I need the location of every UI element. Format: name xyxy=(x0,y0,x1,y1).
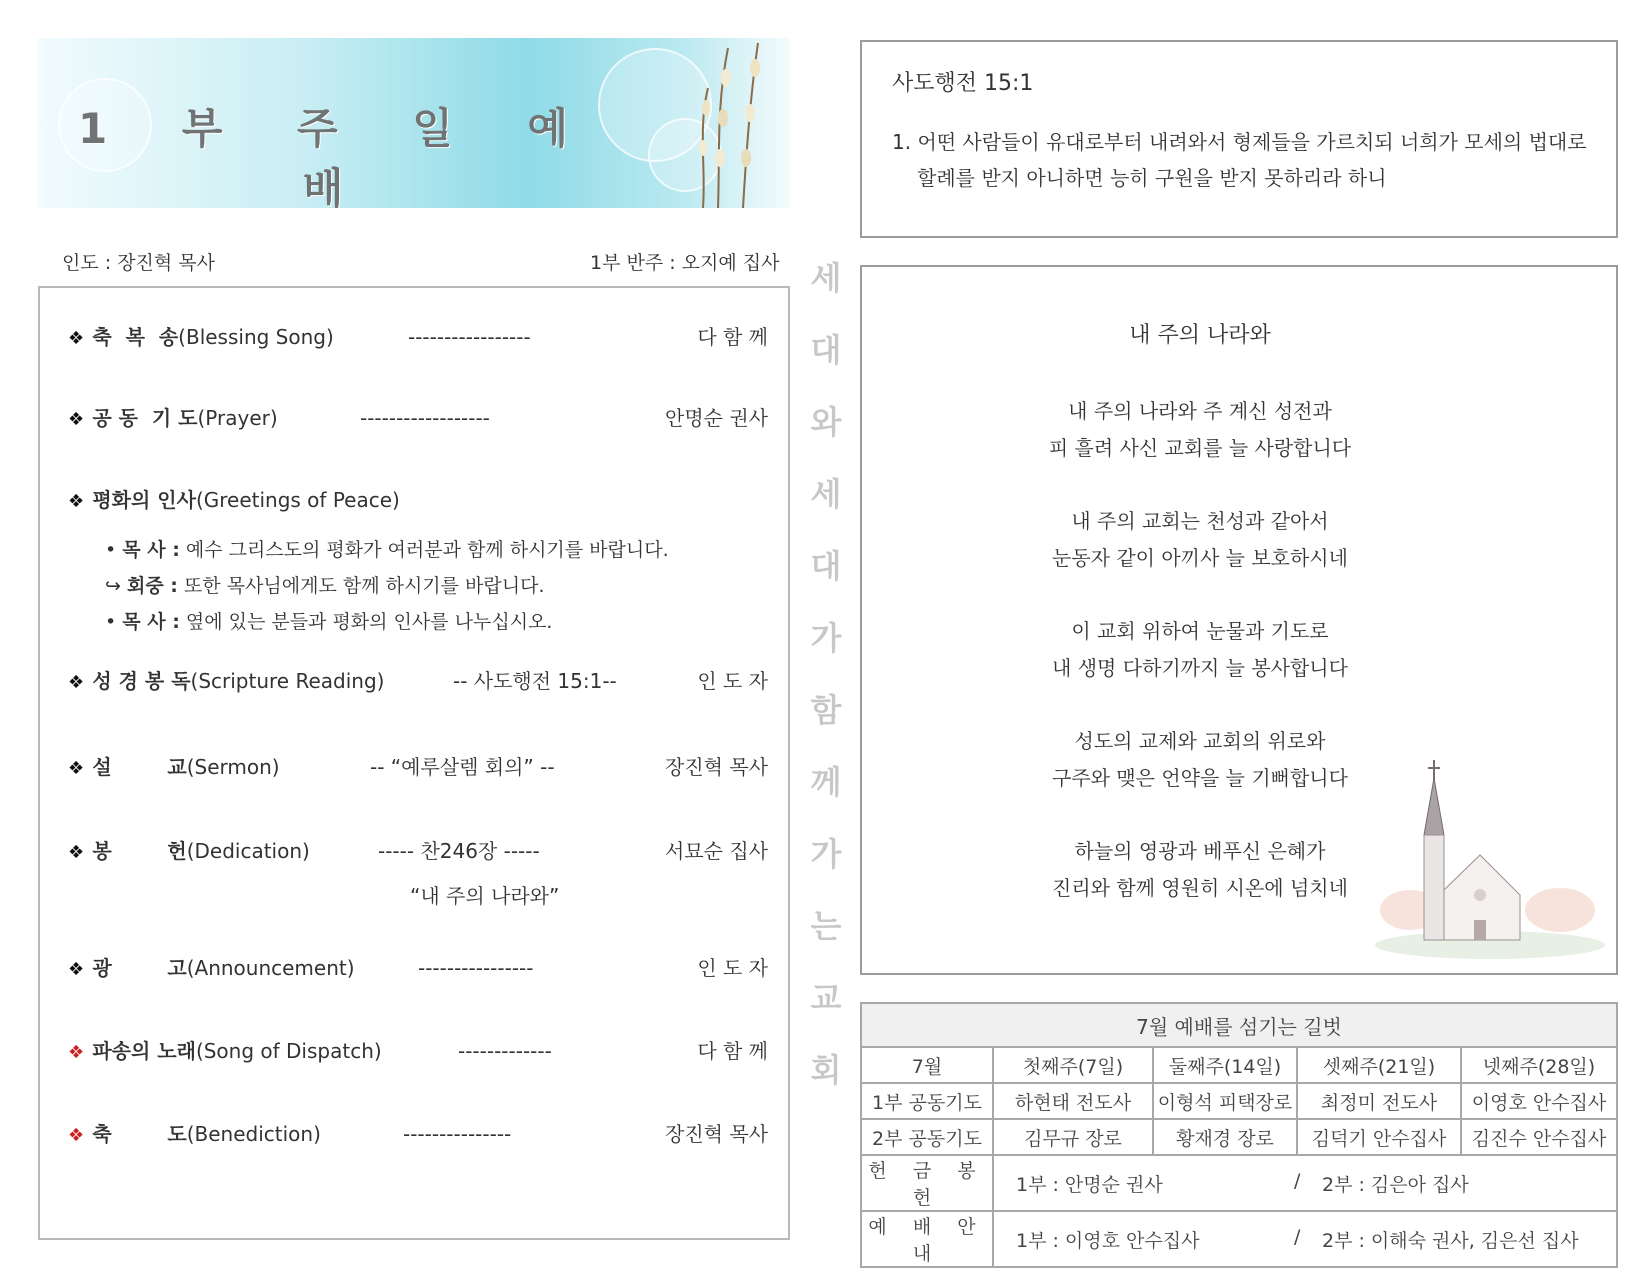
diamond-bullet-icon: ❖ xyxy=(68,1042,85,1063)
table-cell: 최정미 전도사 xyxy=(1297,1083,1461,1119)
table-row xyxy=(861,1083,1617,1119)
church-illustration xyxy=(1370,760,1610,960)
dedication-hymn: “내 주의 나라와” xyxy=(410,884,560,908)
table-header-cell: 첫째주(7일) xyxy=(993,1047,1153,1083)
title-banner xyxy=(38,38,790,208)
peace-line: • 목 사 : 옆에 있는 분들과 평화의 인사를 나누십시오. xyxy=(105,611,553,633)
diamond-bullet-icon: ❖ xyxy=(68,842,85,863)
peace-line: ↪ 회중 : 또한 목사님에게도 함께 하시기를 바랍니다. xyxy=(105,575,545,597)
table-header-row xyxy=(861,1047,1617,1083)
usher-cell: 1부 : 이영호 안수집사 / 2부 : 이해숙 권사, 김은선 집사 xyxy=(993,1211,1617,1267)
table-cell: 김덕기 안수집사 xyxy=(1297,1119,1461,1155)
table-cell: 1부 공동기도 xyxy=(861,1083,993,1119)
table-header-cell: 넷째주(28일) xyxy=(1461,1047,1617,1083)
hymn-line: 이 교회 위하여 눈물과 기도로 xyxy=(1071,619,1329,643)
order-item: ❖ 설 교(Sermon) -- “예루살렘 회의” -- 장진혁 목사 xyxy=(68,752,768,782)
diamond-bullet-icon: ❖ xyxy=(68,491,85,512)
table-cell: 예 배 안 내 xyxy=(861,1211,993,1267)
service-title: 1 부 주 일 예 배 xyxy=(77,104,598,208)
order-item: ❖ 축 도(Benediction) --------------- 장진혁 목사 xyxy=(68,1119,768,1149)
order-item: ❖ 파송의 노래(Song of Dispatch) ------------- 다 함 께 xyxy=(68,1036,768,1066)
table-cell: 김진수 안수집사 xyxy=(1461,1119,1617,1155)
leader-label: 인도 : 장진혁 목사 xyxy=(62,252,215,274)
table-row xyxy=(861,1119,1617,1155)
duty-table xyxy=(860,1002,1618,1268)
order-item: ❖ 평화의 인사(Greetings of Peace) xyxy=(68,485,768,515)
hymn-line: 진리와 함께 영원히 시온에 넘치네 xyxy=(1052,876,1348,900)
order-item: ❖ 축 복 송(Blessing Song) ----------------- 다 함 께 xyxy=(68,322,768,352)
hymn-line: 피 흘려 사신 교회를 늘 사랑합니다 xyxy=(1048,436,1352,460)
table-cell: 이형석 피택장로 xyxy=(1153,1083,1297,1119)
scripture-reference: 사도행전 15:1 xyxy=(892,71,1034,96)
order-item: ❖ 공 동 기 도(Prayer) ------------------ 안명순 권사 xyxy=(68,403,768,433)
diamond-bullet-icon: ❖ xyxy=(68,758,85,779)
order-item: ❖ 광 고(Announcement) ---------------- 인 도 자 xyxy=(68,953,768,983)
table-cell: 2부 공동기도 xyxy=(861,1119,993,1155)
table-cell: 헌 금 봉 헌 xyxy=(861,1155,993,1211)
diamond-bullet-icon: ❖ xyxy=(68,328,85,349)
hymn-title: 내 주의 나라와 xyxy=(1129,323,1271,348)
hymn-line: 눈동자 같이 아끼사 늘 보호하시네 xyxy=(1052,546,1348,570)
pussy-willow-illustration xyxy=(688,38,788,208)
peace-line: • 목 사 : 예수 그리스도의 평화가 여러분과 함께 하시기를 바랍니다. xyxy=(105,539,669,561)
hymn-line: 성도의 교제와 교회의 위로와 xyxy=(1074,729,1326,753)
accompanist-label: 1부 반주 : 오지예 집사 xyxy=(590,252,780,274)
table-cell: 김무규 장로 xyxy=(993,1119,1153,1155)
vertical-slogan: 세 대 와 세 대 가 함 께 가 는 교 회 xyxy=(810,259,842,1089)
scripture-line: 할례를 받지 아니하면 능히 구원을 받지 못하리라 하니 xyxy=(917,166,1387,190)
hymn-line: 내 주의 나라와 주 계신 성전과 xyxy=(1068,399,1332,423)
table-header-cell: 둘째주(14일) xyxy=(1153,1047,1297,1083)
hymn-line: 내 주의 교회는 천성과 같아서 xyxy=(1071,509,1329,533)
table-cell: 이영호 안수집사 xyxy=(1461,1083,1617,1119)
scripture-line: 1. 어떤 사람들이 유대로부터 내려와서 형제들을 가르치되 너희가 모세의 법대로 xyxy=(892,130,1587,154)
table-row xyxy=(861,1155,1617,1211)
table-header-cell: 셋째주(21일) xyxy=(1297,1047,1461,1083)
diamond-bullet-icon: ❖ xyxy=(68,409,85,430)
table-header-cell: 7월 xyxy=(861,1047,993,1083)
table-caption: 7월 예배를 섬기는 길벗 xyxy=(861,1003,1617,1047)
hymn-line: 내 생명 다하기까지 늘 봉사합니다 xyxy=(1052,656,1348,680)
table-caption-row xyxy=(861,1003,1617,1047)
order-item: ❖ 봉 헌(Dedication) ----- 찬246장 ----- 서묘순 집사 xyxy=(68,836,768,866)
order-item: ❖ 성 경 봉 독(Scripture Reading) -- 사도행전 15:1-- 인 도 자 xyxy=(68,666,768,696)
hymn-line: 하늘의 영광과 베푸신 은혜가 xyxy=(1074,839,1326,863)
diamond-bullet-icon: ❖ xyxy=(68,1125,85,1146)
diamond-bullet-icon: ❖ xyxy=(68,959,85,980)
hymn-line: 구주와 맺은 언약을 늘 기뻐합니다 xyxy=(1052,766,1348,790)
table-cell: 황재경 장로 xyxy=(1153,1119,1297,1155)
table-cell: 하현태 전도사 xyxy=(993,1083,1153,1119)
diamond-bullet-icon: ❖ xyxy=(68,672,85,693)
table-row xyxy=(861,1211,1617,1267)
offering-cell: 1부 : 안명순 권사 / 2부 : 김은아 집사 xyxy=(993,1155,1617,1211)
